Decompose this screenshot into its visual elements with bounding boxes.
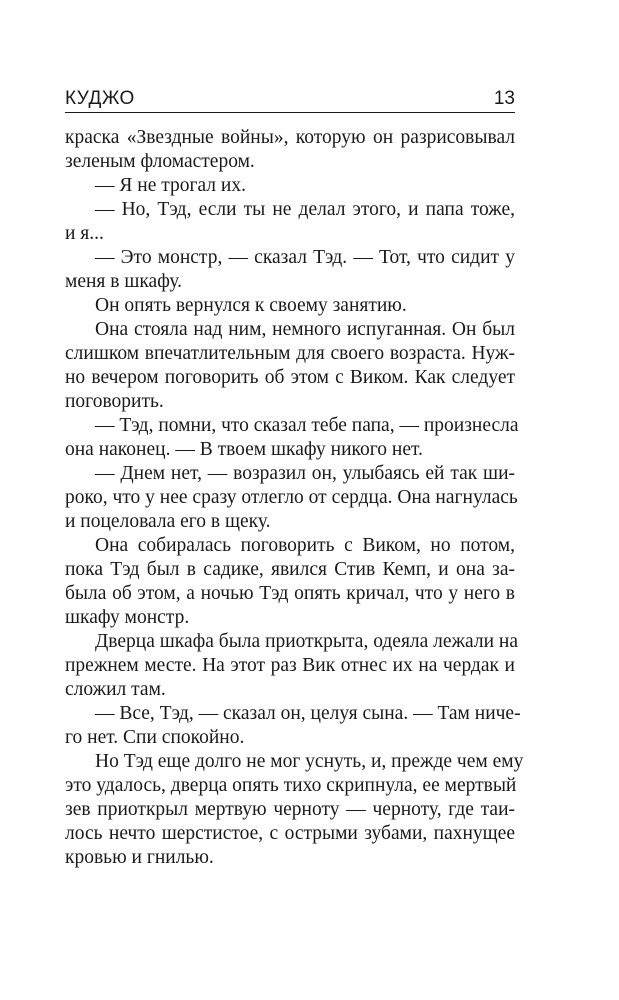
text-line: но вечером поговорить об этом с Виком. Как следует	[65, 367, 515, 388]
text-line: Но Тэд еще долго не мог уснуть, и, прежде чем ему	[95, 751, 524, 772]
text-line: — Все, Тэд, — сказал он, целуя сына. — Там ниче-	[95, 703, 521, 724]
page-number: 13	[493, 88, 515, 109]
text-line: краска «Звездные войны», которую он разрисовывал	[65, 127, 515, 148]
text-line: лось нечто шерстистое, с острыми зубами, пахнущее	[65, 823, 515, 844]
text-line: Она собиралась поговорить с Виком, но потом,	[95, 535, 515, 556]
text-line: была об этом, а ночью Тэд опять кричал, что у него в	[65, 583, 515, 604]
text-line: пока Тэд был в садике, явился Стив Кемп, и она за-	[65, 559, 515, 580]
text-line: зев приоткрыл мертвую черноту — черноту, где таи-	[65, 799, 515, 820]
text-line: зеленым фломастером.	[65, 151, 255, 172]
text-line: поговорить.	[65, 391, 164, 412]
text-line: — Днем нет, — возразил он, улыбаясь ей так ши-	[95, 463, 515, 484]
text-line: и поцеловала его в щеку.	[65, 511, 271, 532]
text-line: Дверца шкафа была приоткрыта, одеяла лежали на	[95, 631, 519, 652]
text-line: го нет. Спи спокойно.	[65, 727, 245, 748]
body-text	[65, 126, 524, 870]
text-line: слишком впечатлительным для своего возраста. Нуж-	[65, 343, 515, 364]
text-line: шкафу монстр.	[65, 607, 190, 628]
text-line: и я...	[65, 223, 104, 244]
text-line: Он опять вернулся к своему занятию.	[95, 295, 407, 316]
text-line: это удалось, дверца опять тихо скрипнула, ее мертвый	[65, 775, 517, 796]
text-line: — Я не трогал их.	[95, 175, 246, 196]
text-line: — Тэд, помни, что сказал тебе папа, — произнесла	[95, 415, 519, 436]
text-line: роко, что у нее сразу отлегло от сердца. Она нагнулась	[65, 487, 518, 508]
text-line: кровью и гнилью.	[65, 847, 214, 868]
text-line: прежнем месте. На этот раз Вик отнес их на чердак и	[65, 655, 515, 676]
text-line: Она стояла над ним, немного испуганная. Он был	[95, 319, 515, 340]
book-title: КУДЖО	[65, 88, 135, 109]
text-line: — Это монстр, — сказал Тэд. — Тот, что сидит у	[95, 247, 515, 268]
text-line: — Но, Тэд, если ты не делал этого, и папа тоже,	[95, 199, 515, 220]
text-line: сложил там.	[65, 679, 166, 700]
text-line: она наконец. — В твоем шкафу никого нет.	[65, 439, 423, 460]
running-header	[65, 88, 515, 112]
header-rule	[65, 112, 515, 113]
text-line: меня в шкафу.	[65, 271, 183, 292]
